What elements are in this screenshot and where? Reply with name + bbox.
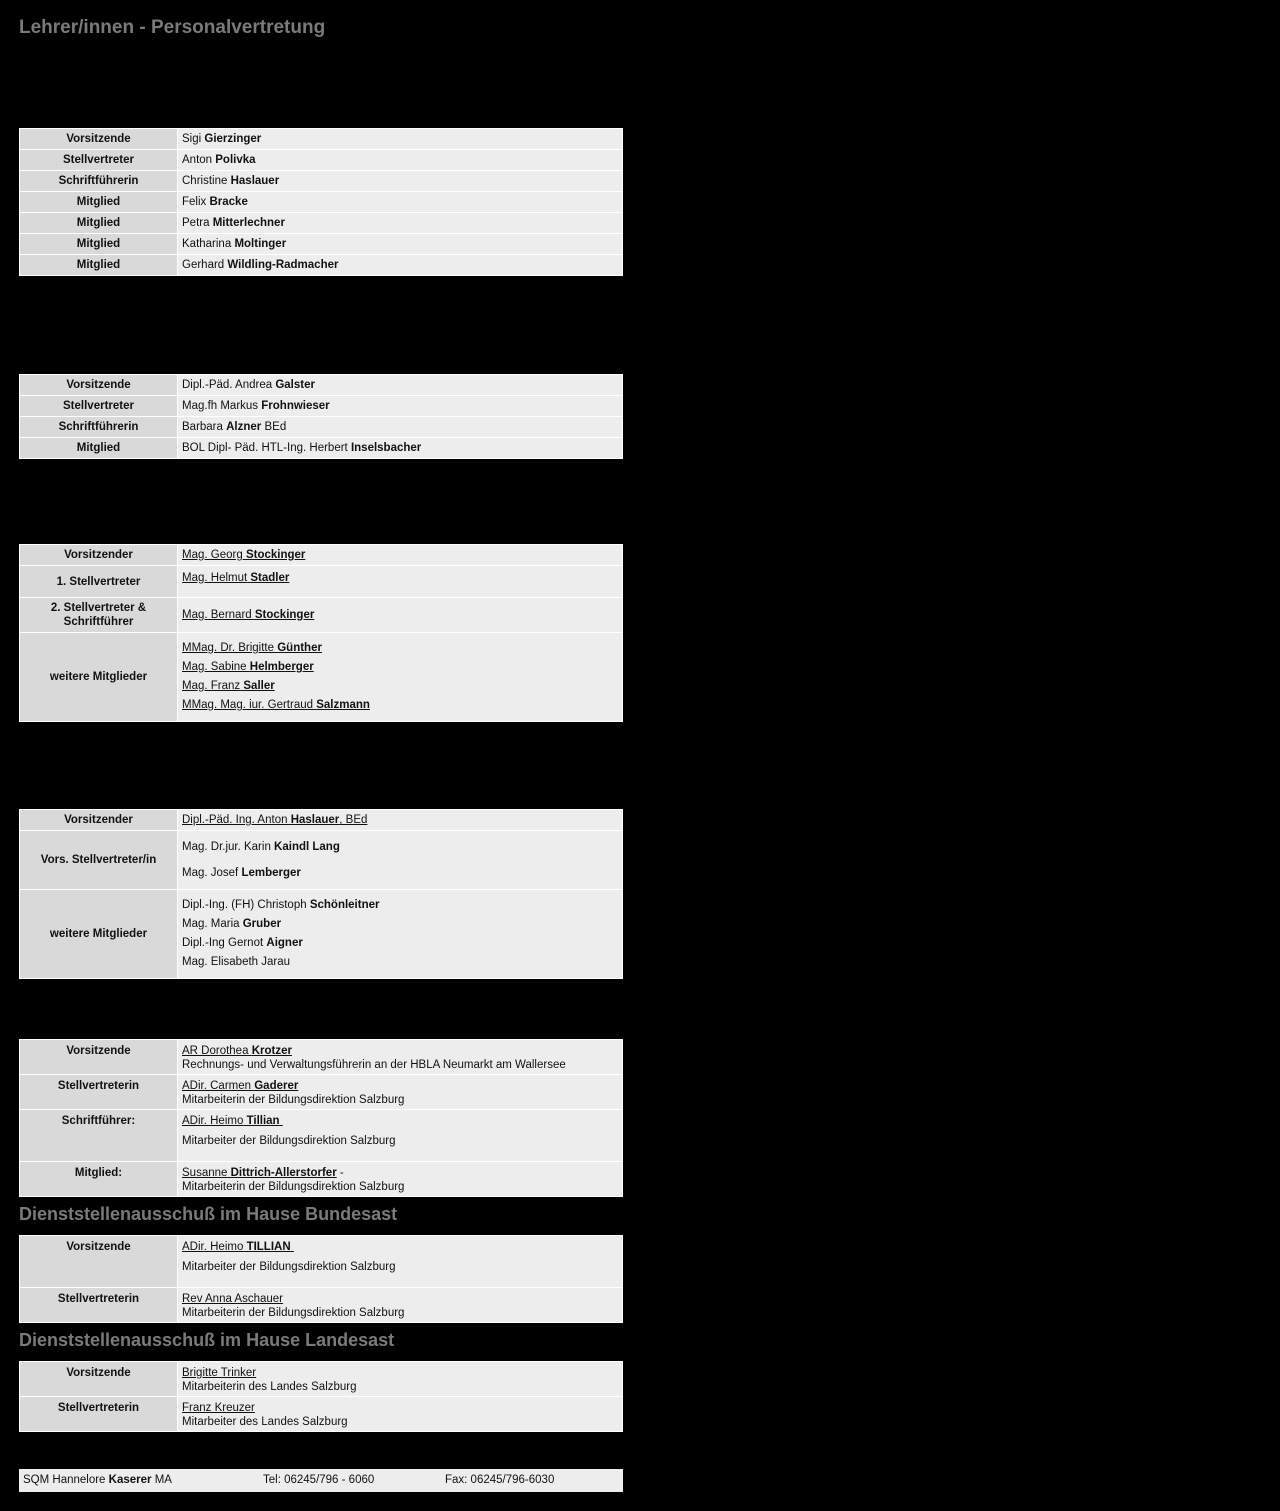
section-heading-bundesast: Dienststellenausschuß im Hause Bundesast	[19, 1204, 398, 1224]
member-link[interactable]: Mag. Sabine Helmberger	[182, 661, 314, 673]
member-name: Dipl.-Ing Gernot Aigner	[182, 937, 303, 949]
member-name: Mag. Josef Lemberger	[182, 867, 301, 879]
member-name: Anton Polivka	[178, 150, 623, 171]
role-label: Mitglied	[20, 438, 178, 459]
contact-name: SQM Hannelore Kaserer MA	[23, 1474, 172, 1486]
member-link[interactable]: Brigitte Trinker	[182, 1367, 257, 1379]
member-link[interactable]: ADir. Heimo TILLIAN	[182, 1241, 291, 1253]
role-label: 2. Stellvertreter & Schriftführer	[20, 598, 178, 633]
member-link[interactable]: Mag. Georg Stockinger	[182, 549, 306, 561]
member-note: Mitarbeiterin der Bildungsdirektion Salzburg	[182, 1181, 405, 1193]
role-label: Mitglied	[20, 255, 178, 276]
table-row	[20, 1075, 623, 1110]
member-note: Mitarbeiterin der Bildungsdirektion Salzburg	[182, 1094, 405, 1106]
member-link[interactable]: ADir. Carmen Gaderer	[182, 1080, 299, 1092]
member-cell	[178, 1040, 623, 1075]
committee-table-4	[19, 809, 623, 979]
member-name: Mag. Dr.jur. Karin Kaindl Lang	[182, 841, 340, 853]
member-link[interactable]: ADir. Heimo Tillian	[182, 1115, 280, 1127]
member-name: Christine Haslauer	[178, 171, 623, 192]
role-label: Stellvertreter	[20, 150, 178, 171]
role-label: Stellvertreter	[20, 396, 178, 417]
role-label: Vors. Stellvertreter/in	[20, 831, 178, 890]
role-label: Mitglied	[20, 213, 178, 234]
table-row	[20, 1236, 623, 1288]
table-row	[20, 1397, 623, 1432]
table-row	[20, 234, 623, 255]
member-note: Mitarbeiter der Bildungsdirektion Salzburg	[182, 1261, 396, 1273]
member-link[interactable]: Mag. Bernard Stockinger	[182, 609, 315, 621]
member-link[interactable]: Mag. Helmut Stadler	[182, 572, 290, 584]
role-label: Schriftführer:	[20, 1110, 178, 1162]
member-link[interactable]: MMag. Dr. Brigitte Günther	[182, 642, 322, 654]
member-name: Barbara Alzner BEd	[178, 417, 623, 438]
member-cell	[178, 1362, 623, 1397]
role-label: Mitglied	[20, 234, 178, 255]
table-row	[20, 150, 623, 171]
table-row	[20, 1288, 623, 1323]
member-link[interactable]: Dipl.-Päd. Ing. Anton Haslauer, BEd	[182, 814, 368, 826]
role-label: Vorsitzende	[20, 1040, 178, 1075]
role-label: Schriftführerin	[20, 417, 178, 438]
member-cell	[178, 831, 623, 890]
member-name: Sigi Gierzinger	[178, 129, 623, 150]
role-label: weitere Mitglieder	[20, 633, 178, 722]
member-cell	[178, 1075, 623, 1110]
table-row	[20, 1162, 623, 1197]
table-row	[20, 810, 623, 831]
role-label: Stellvertreterin	[20, 1397, 178, 1432]
table-row	[20, 375, 623, 396]
role-label: Vorsitzender	[20, 545, 178, 566]
member-cell	[178, 890, 623, 979]
table-row	[20, 1040, 623, 1075]
member-name: Dipl.-Ing. (FH) Christoph Schönleitner	[182, 899, 380, 911]
committee-table-3	[19, 544, 623, 722]
role-label: Vorsitzende	[20, 1362, 178, 1397]
table-row	[20, 417, 623, 438]
role-label: 1. Stellvertreter	[20, 566, 178, 598]
member-link[interactable]: Franz Kreuzer	[182, 1402, 255, 1414]
role-label: Vorsitzende	[20, 1236, 178, 1288]
table-row	[20, 1362, 623, 1397]
table-row	[20, 598, 623, 633]
page-title: Lehrer/innen - Personalvertretung	[19, 17, 326, 38]
member-link[interactable]: AR Dorothea Krotzer	[182, 1045, 292, 1057]
committee-table-1	[19, 128, 623, 276]
role-label: Vorsitzende	[20, 129, 178, 150]
role-label: Mitglied:	[20, 1162, 178, 1197]
role-label: Stellvertreterin	[20, 1075, 178, 1110]
table-row	[20, 545, 623, 566]
member-name: BOL Dipl- Päd. HTL-Ing. Herbert Inselsbacher	[178, 438, 623, 459]
member-name: Mag. Maria Gruber	[182, 918, 282, 930]
member-cell	[178, 633, 623, 722]
member-link[interactable]: Rev Anna Aschauer	[182, 1293, 284, 1305]
member-link[interactable]: MMag. Mag. iur. Gertraud Salzmann	[182, 699, 370, 711]
role-label: Vorsitzende	[20, 375, 178, 396]
member-note: Mitarbeiter des Landes Salzburg	[182, 1416, 348, 1428]
member-cell	[178, 1236, 623, 1288]
role-label: Mitglied	[20, 192, 178, 213]
table-row	[20, 396, 623, 417]
member-name: Katharina Moltinger	[178, 234, 623, 255]
member-link[interactable]: Mag. Franz Saller	[182, 680, 275, 692]
member-cell	[178, 598, 623, 633]
table-row	[20, 213, 623, 234]
committee-table-5	[19, 1039, 623, 1197]
table-row	[20, 255, 623, 276]
member-cell	[178, 566, 623, 598]
contact-bar	[19, 1469, 623, 1492]
role-label: Schriftführerin	[20, 171, 178, 192]
member-name: Petra Mitterlechner	[178, 213, 623, 234]
role-label: Stellvertreterin	[20, 1288, 178, 1323]
table-row	[20, 192, 623, 213]
table-row	[20, 831, 623, 890]
table-row	[20, 438, 623, 459]
table-row	[20, 1110, 623, 1162]
member-cell	[178, 1288, 623, 1323]
member-name: Mag. Elisabeth Jarau	[182, 956, 291, 968]
member-note: Mitarbeiter der Bildungsdirektion Salzburg	[182, 1135, 396, 1147]
committee-table-landesast	[19, 1361, 623, 1432]
member-cell	[178, 545, 623, 566]
member-cell	[178, 1397, 623, 1432]
table-row	[20, 633, 623, 722]
member-name: Dipl.-Päd. Andrea Galster	[178, 375, 623, 396]
committee-table-bundesast	[19, 1235, 623, 1323]
table-row	[20, 566, 623, 598]
member-cell	[178, 1110, 623, 1162]
contact-phone: Tel: 06245/796 - 6060	[263, 1474, 375, 1486]
member-cell	[178, 810, 623, 831]
table-row	[20, 129, 623, 150]
table-row	[20, 890, 623, 979]
member-note: Rechnungs- und Verwaltungsführerin an der HBLA Neumarkt am Wallersee	[182, 1059, 566, 1071]
table-row	[20, 171, 623, 192]
member-note: Mitarbeiterin der Bildungsdirektion Salzburg	[182, 1307, 405, 1319]
member-name: Felix Bracke	[178, 192, 623, 213]
member-cell: Susanne Dittrich-Allerstorfer - Mitarbeiterin der Bildungsdirektion Salzburg	[178, 1162, 623, 1197]
contact-fax: Fax: 06245/796-6030	[445, 1474, 555, 1486]
member-name: Gerhard Wildling-Radmacher	[178, 255, 623, 276]
member-link[interactable]: Susanne Dittrich-Allerstorfer	[182, 1167, 337, 1179]
member-note: Mitarbeiterin des Landes Salzburg	[182, 1381, 357, 1393]
role-label: Vorsitzender	[20, 810, 178, 831]
role-label: weitere Mitglieder	[20, 890, 178, 979]
member-name: Mag.fh Markus Frohnwieser	[178, 396, 623, 417]
section-heading-landesast: Dienststellenausschuß im Hause Landesast	[19, 1330, 395, 1350]
committee-table-2	[19, 374, 623, 459]
